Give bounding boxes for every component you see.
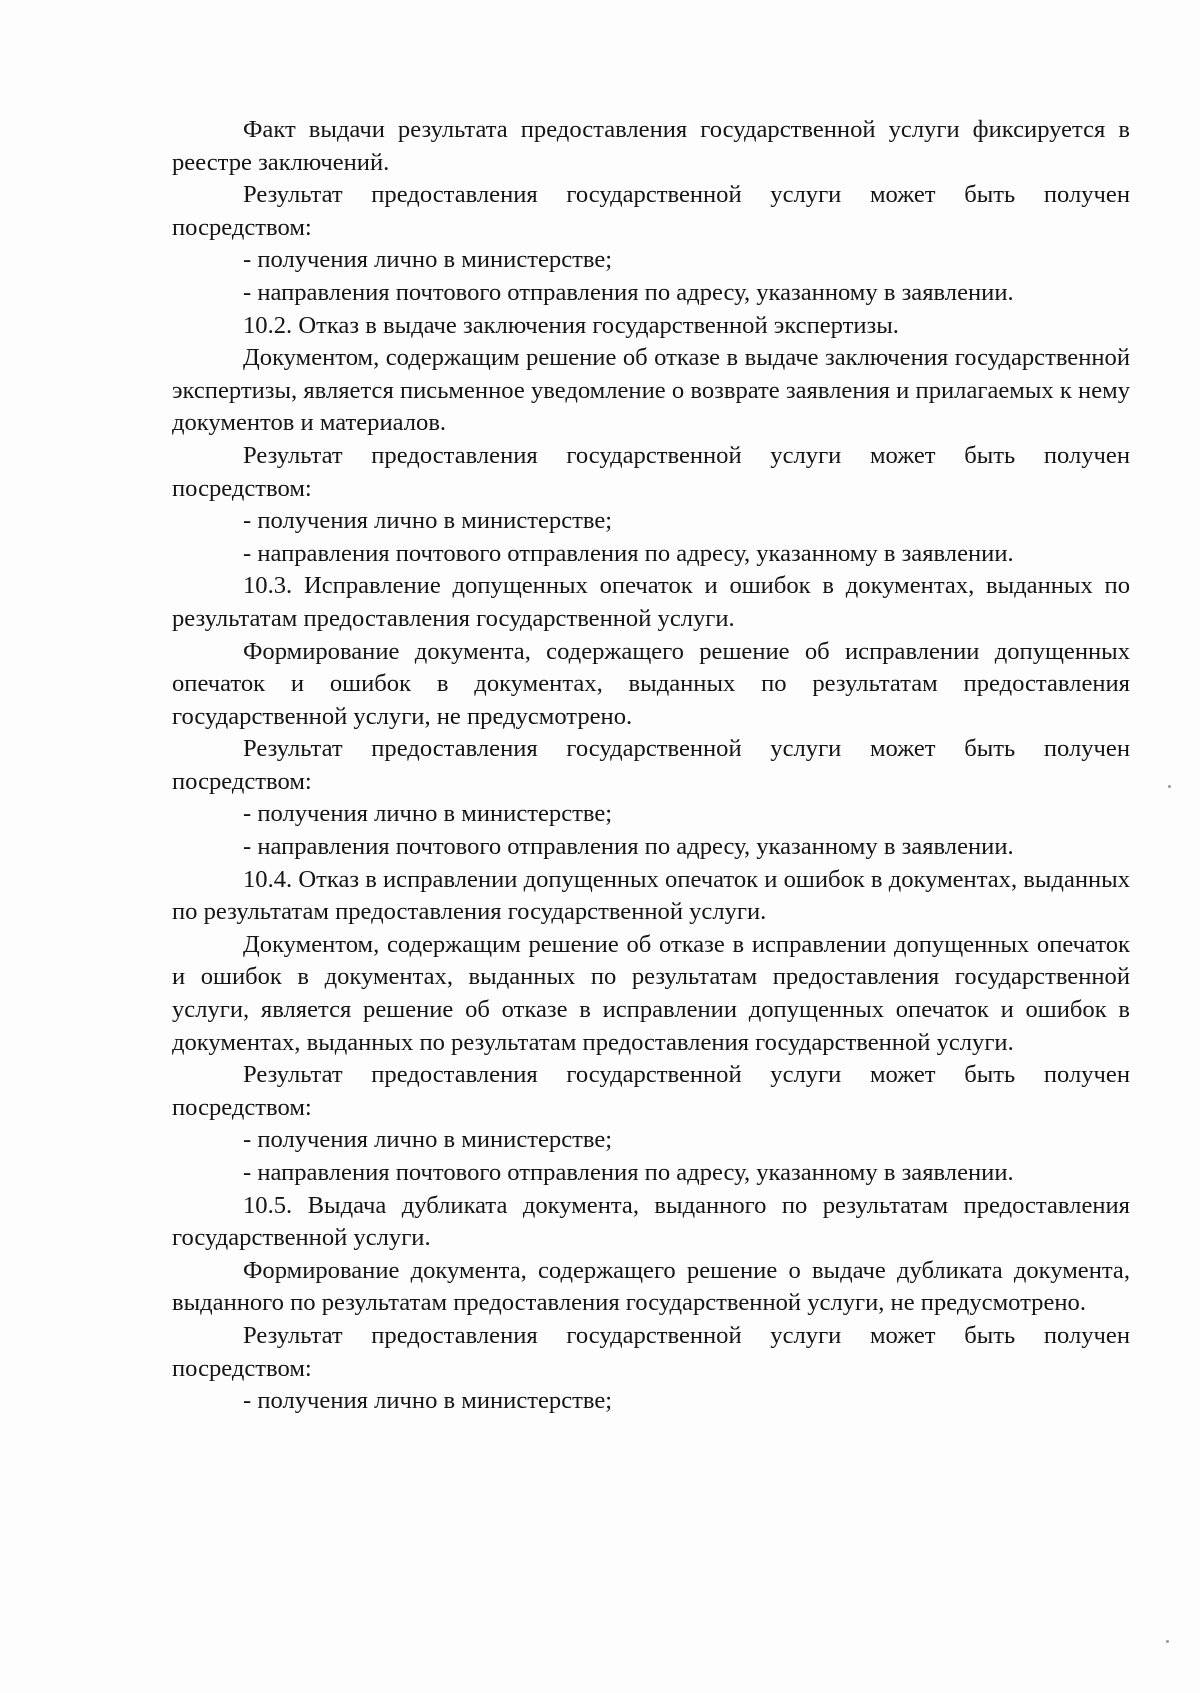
paragraph: Документом, содержащим решение об отказе в исправлении допущенных опечаток и ошибок в документах, выданных по результатам предоставления государственной услуги, является решение об отказе в исправлении допущенных опечаток и ошибок в документах, выданных по результатам предоставления государственной услуги. (172, 930, 1130, 1056)
list-item: - направления почтового отправления по адресу, указанному в заявлении. (243, 278, 1014, 306)
paragraph: Результат предоставления государственной услуги может быть получен посредством: (172, 441, 1130, 502)
paragraph: Факт выдачи результата предоставления государственной услуги фиксируется в реестре заключений. (172, 116, 1130, 176)
paragraph: Формирование документа, содержащего решение о выдаче дубликата документа, выданного по результатам предоставления государственной услуги, не предусмотрено. (172, 1256, 1130, 1317)
document-body (172, 114, 1130, 1418)
paragraph: Результат предоставления государственной услуги может быть получен посредством: (172, 181, 1130, 241)
section-heading: 10.4. Отказ в исправлении допущенных опечаток и ошибок в документах, выданных по результатам предоставления государственной услуги. (172, 865, 1130, 926)
list-item: - направления почтового отправления по адресу, указанному в заявлении. (243, 1159, 1014, 1186)
list-item: - направления почтового отправления по адресу, указанному в заявлении. (243, 833, 1014, 861)
paragraph: Результат предоставления государственной услуги может быть получен посредством: (172, 1061, 1130, 1121)
section-heading: 10.5. Выдача дубликата документа, выданного по результатам предоставления государственной услуги. (172, 1191, 1130, 1252)
section-heading: 10.3. Исправление допущенных опечаток и ошибок в документах, выданных по результатам предоставления государственной услуги. (172, 572, 1130, 632)
list-item: - направления почтового отправления по адресу, указанному в заявлении. (243, 539, 1014, 567)
paragraph: Документом, содержащим решение об отказе в выдаче заключения государственной экспертизы, является письменное уведомление о возврате заявления и прилагаемых к нему документов и материалов. (172, 344, 1130, 437)
paragraph: Формирование документа, содержащего решение об исправлении допущенных опечаток и ошибок в документах, выданных по результатам предоставления государственной услуги, не предусмотрено. (172, 637, 1130, 730)
list-item: - получения лично в министерстве; (243, 507, 613, 535)
list-item: - получения лично в министерстве; (243, 800, 613, 828)
list-item: - получения лично в министерстве; (243, 1387, 613, 1415)
list-item: - получения лично в министерстве; (243, 1126, 613, 1154)
paragraph: Результат предоставления государственной услуги может быть получен посредством: (172, 1321, 1130, 1382)
scan-speck (1168, 785, 1171, 788)
list-item: - получения лично в министерстве; (243, 246, 613, 274)
scan-speck (1166, 1640, 1169, 1643)
paragraph: Результат предоставления государственной услуги может быть получен посредством: (172, 735, 1130, 795)
section-heading: 10.2. Отказ в выдаче заключения государственной экспертизы. (243, 311, 899, 339)
